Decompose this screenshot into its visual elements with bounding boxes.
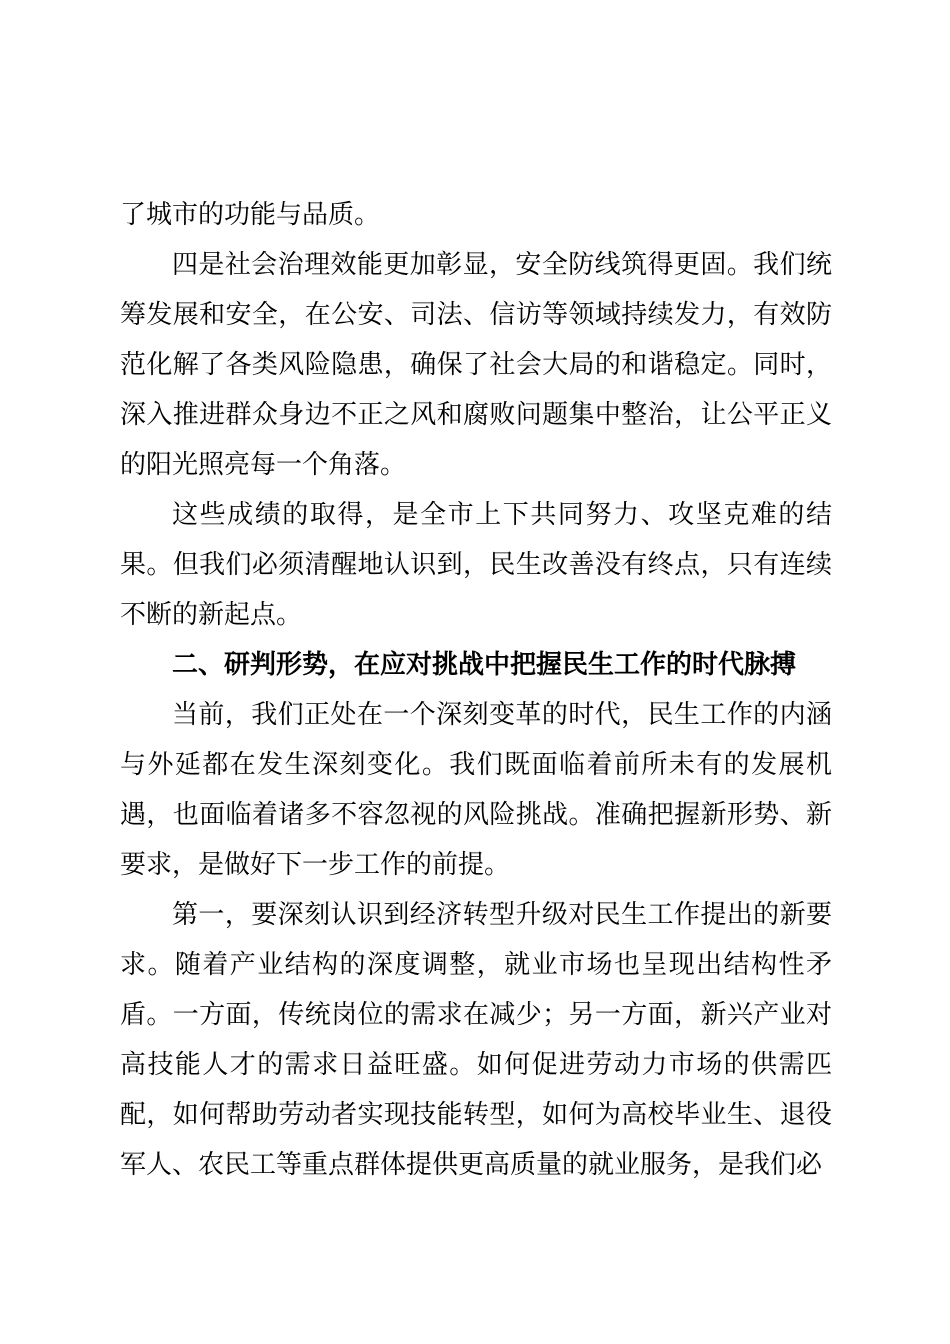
paragraph-first-point-employment: 第一，要深刻认识到经济转型升级对民生工作提出的新要求。随着产业结构的深度调整，就业市场也呈现出结构性矛盾。一方面，传统岗位的需求在减少；另一方面，新兴产业对高技能人才的需求日益旺盛。如何促进劳动力市场的供需匹配，如何帮助劳动者实现技能转型，如何为高校毕业生、退役军人、农民工等重点群体提供更高质量的就业服务，是我们必 (120, 900, 832, 1179)
paragraph-achievements-summary: 这些成绩的取得，是全市上下共同努力、攻坚克难的结果。但我们必须清醒地认识到，民生改善没有终点，只有连续不断的新起点。 (120, 500, 832, 629)
document-body (120, 190, 832, 1190)
paragraph-social-governance: 四是社会治理效能更加彰显，安全防线筑得更固。我们统筹发展和安全，在公安、司法、信访等领域持续发力，有效防范化解了各类风险隐患，确保了社会大局的和谐稳定。同时，深入推进群众身边不正之风和腐败问题集中整治，让公平正义的阳光照亮每一个角落。 (120, 250, 832, 479)
section-heading-2: 二、研判形势，在应对挑战中把握民生工作的时代脉搏 (172, 650, 797, 679)
paragraph-current-situation: 当前，我们正处在一个深刻变革的时代，民生工作的内涵与外延都在发生深刻变化。我们既面临着前所未有的发展机遇，也面临着诸多不容忽视的风险挑战。准确把握新形势、新要求，是做好下一步工作的前提。 (120, 700, 832, 879)
paragraph-continuation: 了城市的功能与品质。 (120, 200, 381, 229)
